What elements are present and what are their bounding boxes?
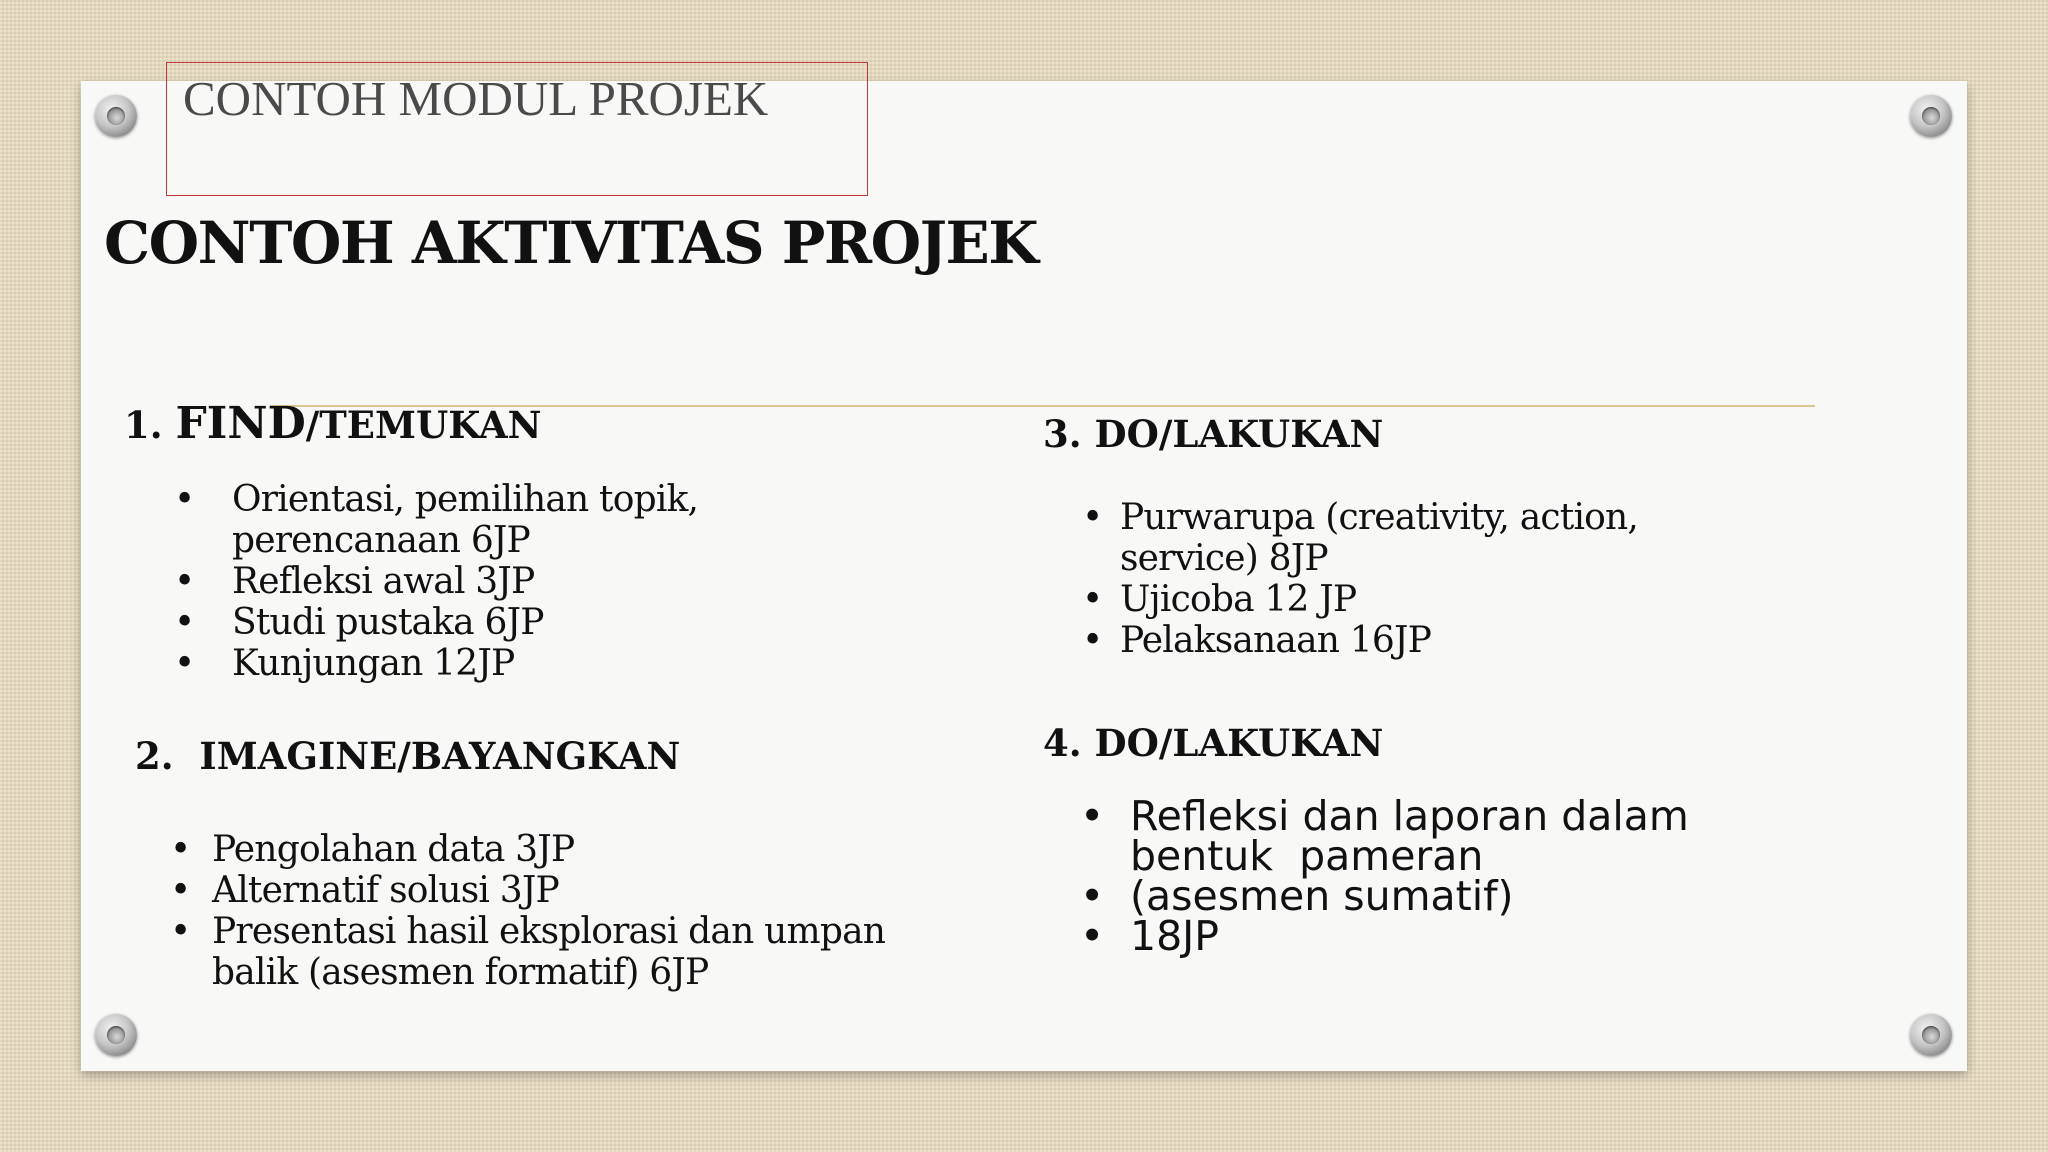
bullet-icon: • bbox=[174, 561, 195, 602]
bullet-icon: • bbox=[174, 602, 195, 643]
list-item bbox=[1080, 912, 1689, 960]
bullet-icon: • bbox=[1082, 497, 1103, 538]
bullet-icon: • bbox=[170, 870, 191, 911]
slide-small-title: CONTOH MODUL PROJEK bbox=[183, 71, 769, 126]
list-item bbox=[1080, 872, 1689, 920]
list-item-line: balik (asesmen formatif) 6JP bbox=[212, 952, 709, 993]
list-item-line: Refleksi awal 3JP bbox=[232, 561, 535, 602]
section-2-heading bbox=[135, 734, 681, 778]
section-heading-main: DO/LAKUKAN bbox=[1094, 412, 1384, 456]
bullet-icon: • bbox=[170, 911, 191, 952]
section-4-list bbox=[1080, 792, 1689, 960]
section-number: 1. bbox=[124, 403, 163, 447]
list-item bbox=[1082, 497, 1638, 579]
bullet-icon: • bbox=[1082, 579, 1103, 620]
list-item-line: Purwarupa (creativity, action, bbox=[1120, 497, 1639, 538]
bullet-icon: • bbox=[174, 643, 195, 684]
list-item-line: Kunjungan 12JP bbox=[232, 643, 515, 684]
section-3-heading bbox=[1043, 412, 1384, 456]
list-item bbox=[174, 561, 698, 602]
bullet-icon: • bbox=[174, 479, 195, 520]
grommet-icon bbox=[1910, 1014, 1952, 1056]
list-item-line: service) 8JP bbox=[1120, 538, 1328, 579]
list-item bbox=[174, 479, 698, 561]
slide-main-title: CONTOH AKTIVITAS PROJEK bbox=[104, 209, 1038, 277]
list-item-line: Orientasi, pemilihan topik, bbox=[232, 479, 699, 520]
list-item bbox=[174, 643, 698, 684]
section-4-heading bbox=[1043, 721, 1384, 765]
section-number: 4. bbox=[1043, 721, 1082, 765]
list-item-line: Pelaksanaan 16JP bbox=[1120, 620, 1432, 661]
list-item bbox=[170, 870, 885, 911]
list-item bbox=[174, 602, 698, 643]
bullet-icon: • bbox=[1082, 620, 1103, 661]
list-item-line: Refleksi dan laporan dalam bbox=[1130, 792, 1689, 840]
list-item-line: 18JP bbox=[1130, 912, 1219, 960]
list-item-line: Pengolahan data 3JP bbox=[212, 829, 575, 870]
list-item-line: (asesmen sumatif) bbox=[1130, 872, 1514, 920]
list-item-line: bentuk pameran bbox=[1130, 832, 1484, 880]
grommet-icon bbox=[95, 95, 137, 137]
list-item bbox=[1082, 579, 1638, 620]
bullet-icon: • bbox=[1080, 872, 1105, 920]
grommet-icon bbox=[1910, 95, 1952, 137]
list-item-line: Ujicoba 12 JP bbox=[1120, 579, 1357, 620]
list-item bbox=[1080, 792, 1689, 880]
section-heading-main: IMAGINE/BAYANGKAN bbox=[199, 734, 681, 778]
list-item-line: Presentasi hasil eksplorasi dan umpan bbox=[212, 911, 886, 952]
list-item-line: Studi pustaka 6JP bbox=[232, 602, 544, 643]
section-1-list bbox=[174, 479, 698, 684]
list-item bbox=[1082, 620, 1638, 661]
section-2-list bbox=[170, 829, 885, 993]
section-heading-main: FIND bbox=[175, 398, 306, 449]
section-heading-main: DO/LAKUKAN bbox=[1094, 721, 1384, 765]
section-number: 2. bbox=[135, 734, 174, 778]
bullet-icon: • bbox=[1080, 912, 1105, 960]
section-number: 3. bbox=[1043, 412, 1082, 456]
section-heading-rest: /TEMUKAN bbox=[305, 403, 542, 447]
list-item-line: perencanaan 6JP bbox=[232, 520, 530, 561]
bullet-icon: • bbox=[1080, 792, 1105, 840]
list-item-line: Alternatif solusi 3JP bbox=[212, 870, 559, 911]
section-3-list bbox=[1082, 497, 1638, 661]
list-item bbox=[170, 829, 885, 870]
bullet-icon: • bbox=[170, 829, 191, 870]
list-item bbox=[170, 911, 885, 993]
grommet-icon bbox=[95, 1014, 137, 1056]
section-1-heading bbox=[124, 398, 542, 449]
